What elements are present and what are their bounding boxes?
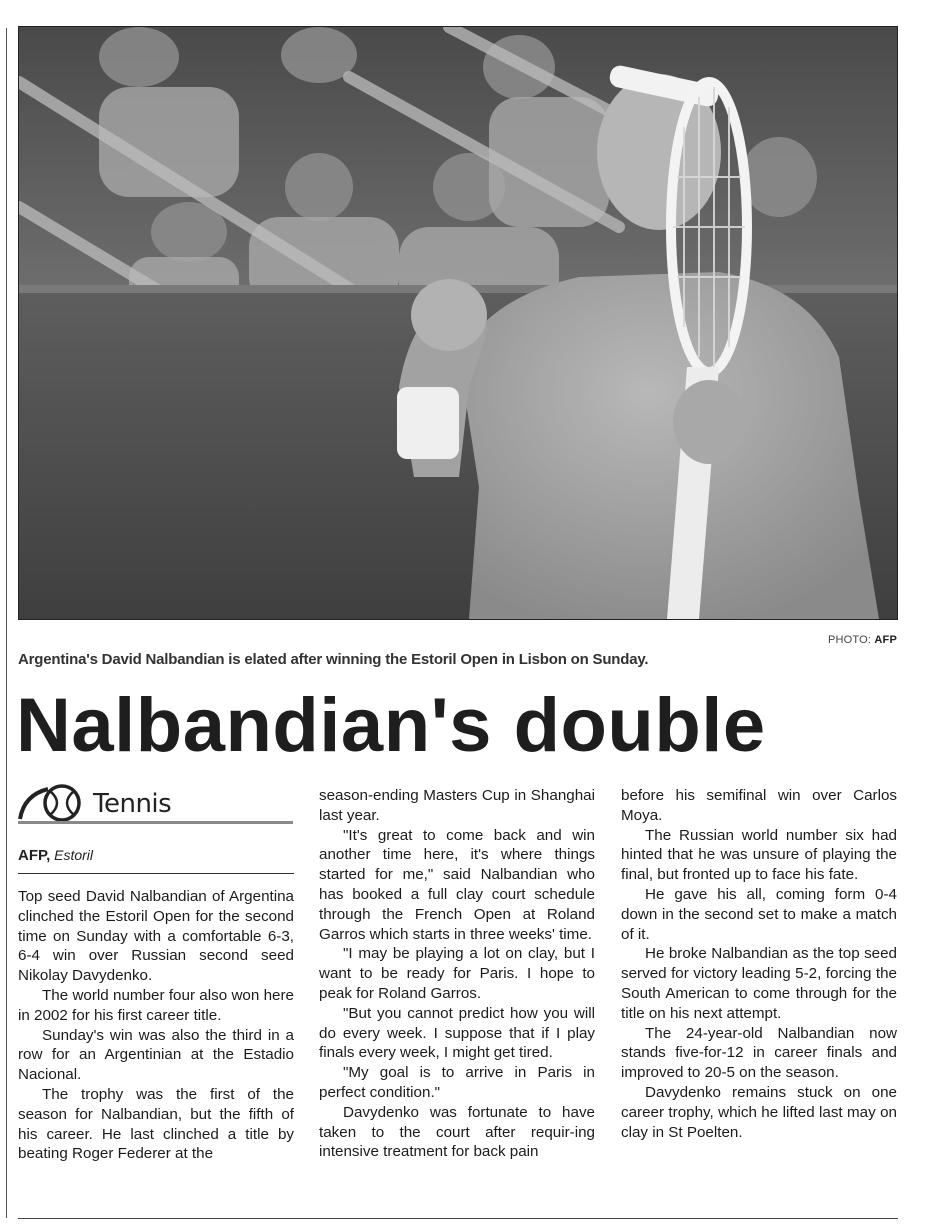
paragraph: Davydenko was fortunate to have taken to the court after requir-ing intensive treatment for back pain (319, 1103, 595, 1161)
paragraph: Davydenko remains stuck on one career trophy, which he lifted last may on clay in St Poelten. (621, 1083, 897, 1141)
news-photo (18, 26, 898, 620)
photo-illustration (19, 27, 897, 619)
photo-caption: Argentina's David Nalbandian is elated after winning the Estoril Open in Lisbon on Sunday. (18, 651, 649, 668)
byline (18, 847, 93, 864)
paragraph: "It's great to come back and win another time here, it's where things started for me," said Nalbandian who has booked a full clay court schedule through the French Open at Roland Garros which starts in three weeks' time. (319, 826, 595, 943)
section-label: Tennis (93, 789, 172, 819)
article-column-2 (319, 786, 595, 1162)
paragraph: before his semifinal win over Carlos Moya. (621, 787, 897, 824)
byline-dateline: Estoril (54, 847, 94, 863)
paragraph: "I may be playing a lot on clay, but I want to be ready for Paris. I hope to peak for Roland Garros. (319, 945, 595, 1002)
paragraph: He gave his all, coming form 0-4 down in the second set to make a match of it. (621, 885, 897, 943)
paragraph: Sunday's win was also the third in a row for an Argentinian at the Estadio Nacional. (18, 1026, 294, 1084)
page-margin-rule (6, 28, 7, 1218)
photo-credit (828, 634, 897, 646)
bottom-rule (18, 1218, 898, 1219)
byline-rule (18, 873, 294, 874)
headline: Nalbandian's double (16, 683, 766, 768)
paragraph: "My goal is to arrive in Paris in perfect condition." (319, 1064, 595, 1101)
paragraph: The world number four also won here in 2002 for his first career title. (18, 986, 294, 1024)
photo-credit-source: AFP (874, 634, 897, 646)
byline-agency: AFP, (18, 847, 51, 864)
paragraph: The 24-year-old Nalbandian now stands five-for-12 in career finals and improved to 20-5 on the season. (621, 1024, 897, 1082)
paragraph: Top seed David Nalbandian of Argentina clinched the Estoril Open for the second time on Sunday with a comfortable 6-3, 6-4 win over Russian second seed Nikolay Davydenko. (18, 888, 294, 985)
section-tag (18, 783, 293, 827)
article-column-1 (18, 887, 294, 1164)
photo-credit-label: PHOTO: (827, 634, 872, 646)
paragraph: He broke Nalbandian as the top seed served for victory leading 5-2, forcing the South American to come through for the title on his next attempt. (621, 945, 897, 1022)
paragraph: The trophy was the first of the season for Nalbandian, but the fifth of his career. He last clinched a title by beating Roger Federer at the (18, 1085, 294, 1163)
tennis-ball-icon (18, 783, 88, 823)
paragraph: season-ending Masters Cup in Shanghai last year. (319, 787, 595, 824)
paragraph: "But you cannot predict how you will do every week. I suppose that if I play finals every week, I might get tired. (319, 1004, 595, 1062)
paragraph: The Russian world number six had hinted that he was unsure of playing the final, but fronted up to face his fate. (621, 826, 897, 884)
article-column-3 (621, 786, 897, 1142)
section-underline (18, 821, 293, 824)
